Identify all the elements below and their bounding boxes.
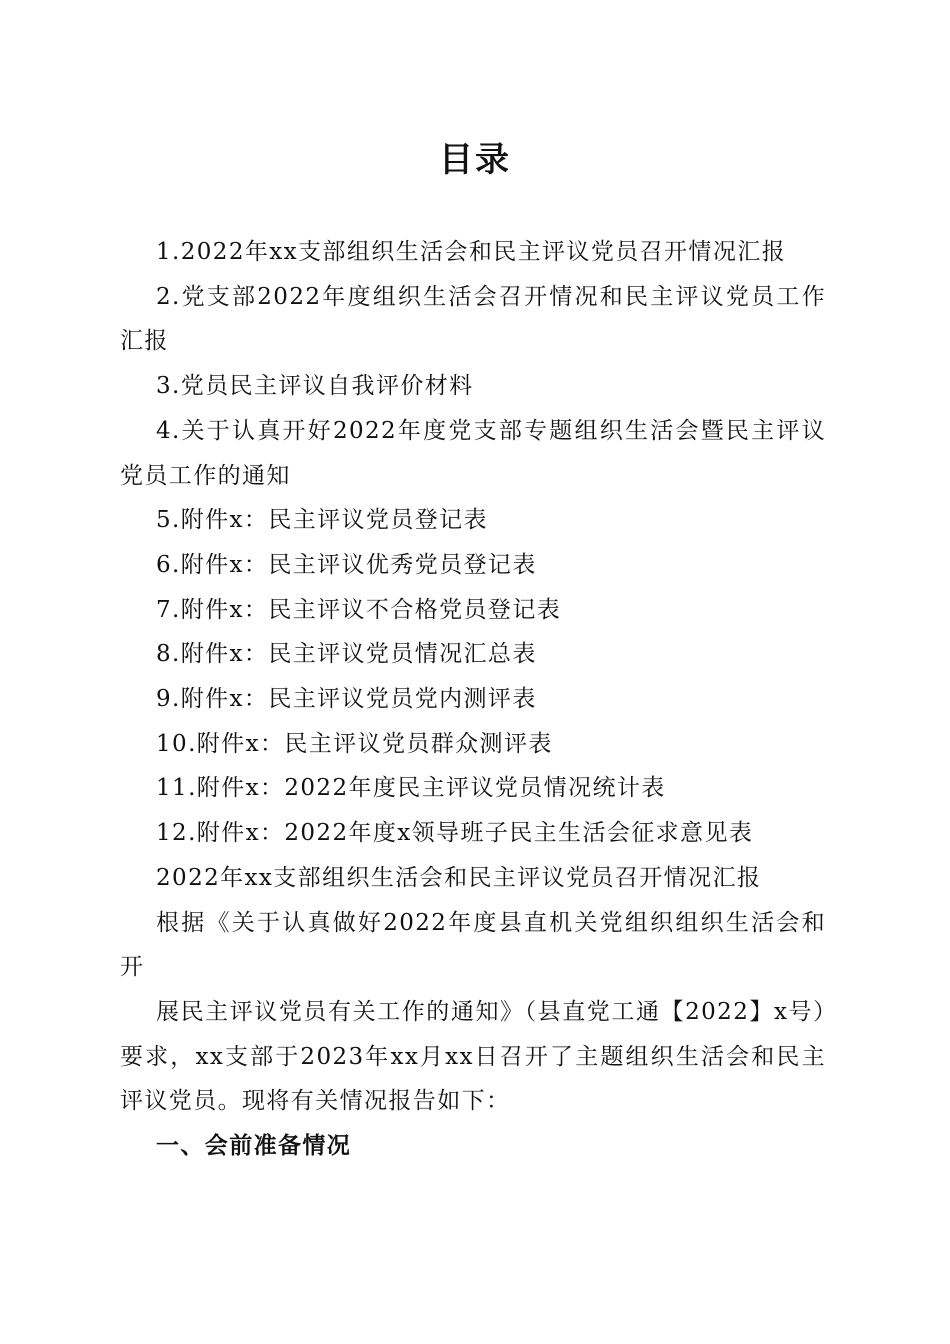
toc-item-2: 2.党支部2022年度组织生活会召开情况和民主评议党员工作汇报 [120, 283, 826, 355]
document-body [120, 230, 826, 1169]
section-heading: 一、会前准备情况 [156, 1133, 352, 1160]
toc-item-6: 6.附件x：民主评议优秀党员登记表 [156, 551, 537, 578]
toc-item-4: 4.关于认真开好2022年度党支部专题组织生活会暨民主评议党员工作的通知 [120, 417, 826, 489]
toc-item-11: 11.附件x：2022年度民主评议党员情况统计表 [156, 775, 666, 802]
toc-item-3: 3.党员民主评议自我评价材料 [156, 373, 474, 400]
toc-item-5: 5.附件x：民主评议党员登记表 [156, 507, 488, 534]
toc-item-1: 1.2022年xx支部组织生活会和民主评议党员召开情况汇报 [156, 239, 787, 265]
toc-item-8: 8.附件x：民主评议党员情况汇总表 [156, 641, 537, 668]
toc-item-12: 12.附件x：2022年度x领导班子民主生活会征求意见表 [156, 820, 754, 847]
toc-item-9: 9.附件x：民主评议党员党内测评表 [156, 686, 537, 713]
page-title: 目录 [439, 140, 511, 180]
paragraph-1: 根据《关于认真做好2022年度县直机关党组织组织生活会和开 [120, 909, 826, 981]
toc-item-7: 7.附件x：民主评议不合格党员登记表 [156, 596, 562, 623]
paragraph-2: 展民主评议党员有关工作的通知》（县直党工通【2022】x号）要求，xx支部于2023年xx月xx日召开了主题组织生活会和民主评议党员。现将有关情况报告如下： [120, 998, 826, 1115]
report-title: 2022年xx支部组织生活会和民主评议党员召开情况汇报 [156, 864, 762, 891]
toc-item-10: 10.附件x：民主评议党员群众测评表 [156, 730, 553, 757]
